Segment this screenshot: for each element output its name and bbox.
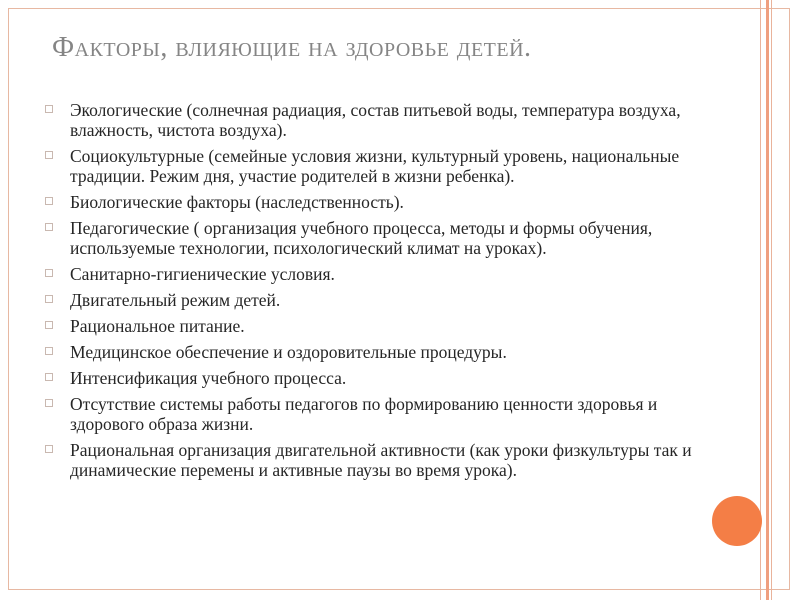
bullet-icon: [45, 197, 53, 205]
bullet-icon: [45, 295, 53, 303]
list-item: [45, 146, 695, 186]
slide-title: Факторы, влияющие на здоровье детей.: [52, 32, 532, 63]
list-item-text: Социокультурные (семейные условия жизни, культурный уровень, национальные традиции. Режим дня, участие родителей в жизни ребенка).: [70, 146, 680, 186]
bullet-icon: [45, 373, 53, 381]
list-item: [45, 316, 695, 336]
bullet-icon: [45, 151, 53, 159]
list-item-text: Санитарно-гигиенические условия.: [70, 264, 335, 284]
bullet-icon: [45, 269, 53, 277]
list-item-text: Экологические (солнечная радиация, состав питьевой воды, температура воздуха, влажность, чистота воздуха).: [70, 100, 681, 140]
list-item: [45, 342, 695, 362]
bullet-icon: [45, 399, 53, 407]
list-item: [45, 100, 695, 140]
decorative-circle: [712, 496, 762, 546]
bullet-icon: [45, 321, 53, 329]
list-item-text: Интенсификация учебного процесса.: [70, 368, 347, 388]
list-item-text: Рациональная организация двигательной активности (как уроки физкультуры так и динамические перемены и активные паузы во время урока).: [70, 440, 692, 480]
bullet-icon: [45, 347, 53, 355]
bullet-icon: [45, 105, 53, 113]
decorative-line: [771, 0, 772, 600]
bullet-icon: [45, 223, 53, 231]
bullet-list: [45, 100, 695, 486]
decorative-line: [760, 0, 761, 600]
list-item: [45, 192, 695, 212]
list-item-text: Биологические факторы (наследственность).: [70, 192, 404, 212]
list-item-text: Рациональное питание.: [70, 316, 245, 336]
list-item: [45, 290, 695, 310]
list-item: [45, 264, 695, 284]
bullet-icon: [45, 445, 53, 453]
list-item: [45, 368, 695, 388]
decorative-line: [766, 0, 769, 600]
list-item-text: Двигательный режим детей.: [70, 290, 281, 310]
list-item-text: Отсутствие системы работы педагогов по формированию ценности здоровья и здорового образа жизни.: [70, 394, 658, 434]
list-item: [45, 440, 695, 480]
list-item: [45, 394, 695, 434]
list-item-text: Медицинское обеспечение и оздоровительные процедуры.: [70, 342, 507, 362]
list-item-text: Педагогические ( организация учебного процесса, методы и формы обучения, используемые технологии, психологический климат на уроках).: [70, 218, 653, 258]
list-item: [45, 218, 695, 258]
